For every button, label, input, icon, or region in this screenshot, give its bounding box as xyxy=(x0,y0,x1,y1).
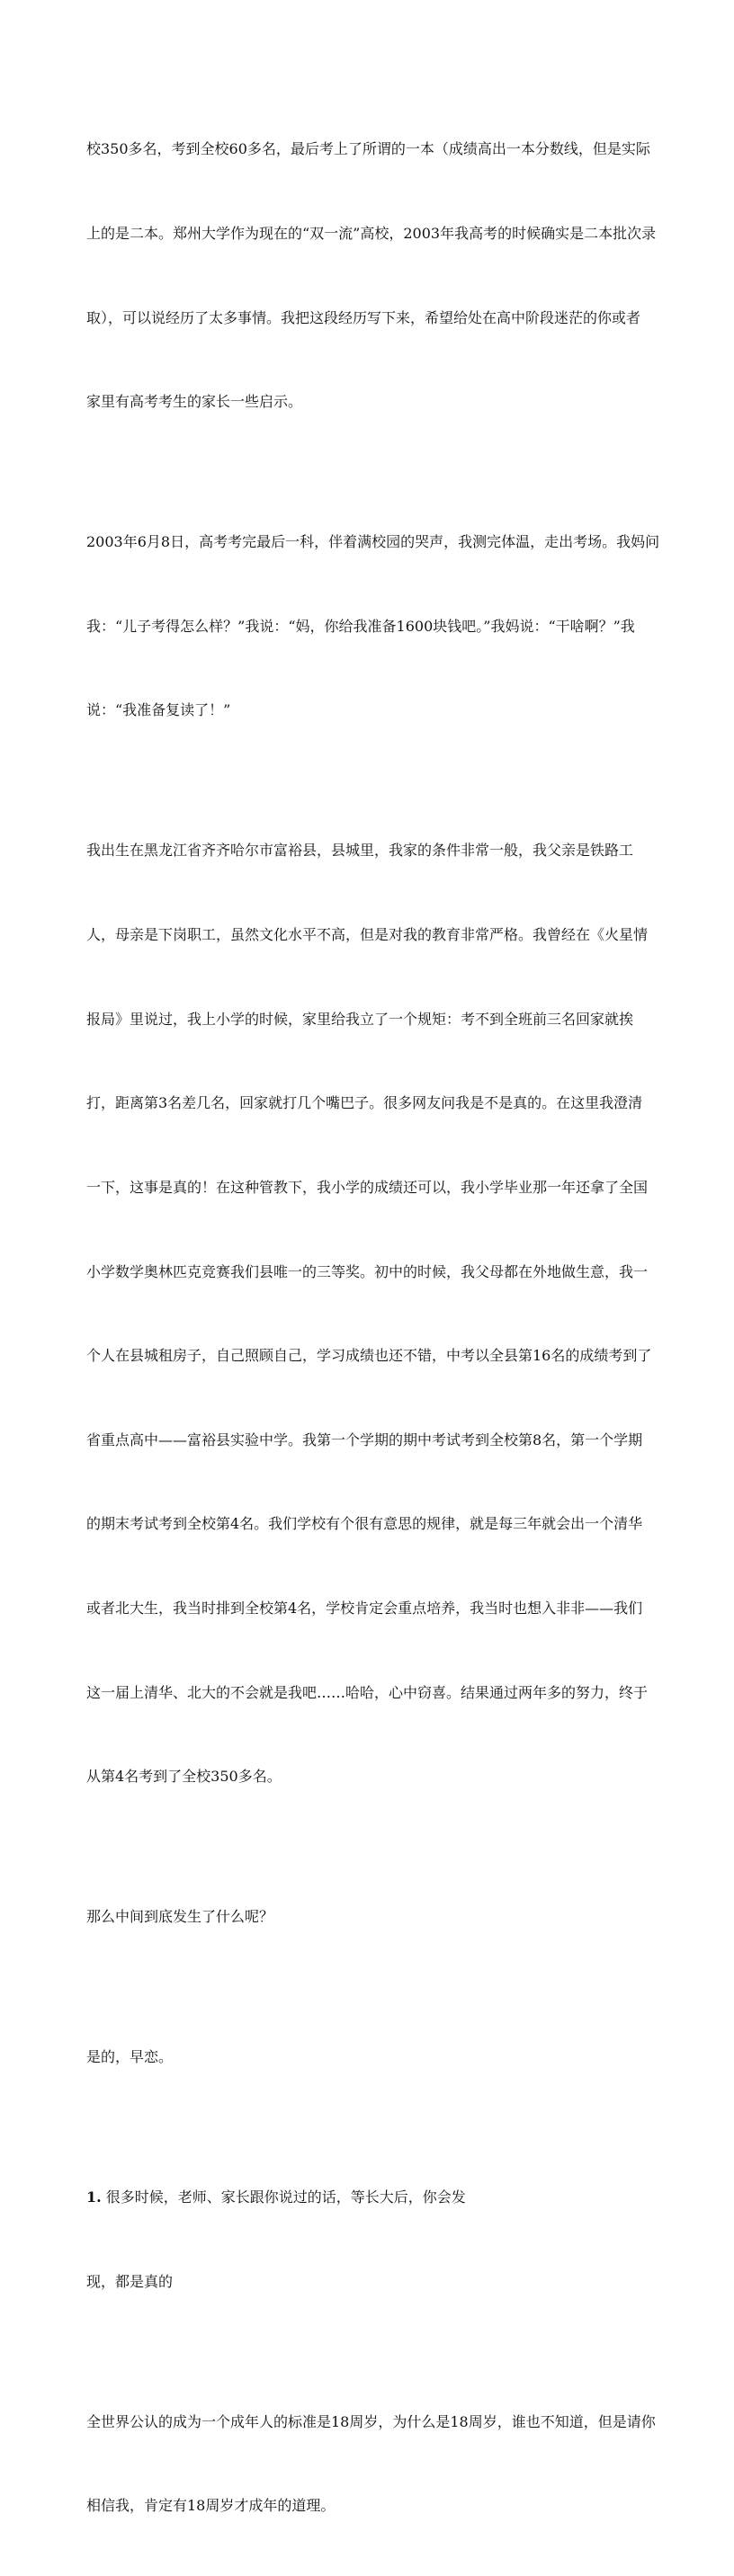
text-line: 个人在县城租房子，自己照顾自己，学习成绩也还不错，中考以全县第16名的成绩考到了 xyxy=(86,1347,652,1365)
text-line: 打，距离第3名差几名，回家就打几个嘴巴子。很多网友问我是不是真的。在这里我澄清 xyxy=(86,1094,643,1112)
text-line: 相信我，肯定有18周岁才成年的道理。 xyxy=(86,2497,336,2515)
document-body xyxy=(86,79,660,2576)
text-line: 小学数学奥林匹克竞赛我们县唯一的三等奖。初中的时候，我父母都在外地做生意，我一 xyxy=(86,1262,649,1280)
text-line: 取），可以说经历了太多事情。我把这段经历写下来，希望给处在高中阶段迷茫的你或者 xyxy=(86,308,641,326)
text-line: 我：“儿子考得怎么样？”我说：“妈，你给我准备1600块钱吧。”我妈说：“干啥啊？”我 xyxy=(86,617,635,635)
text-line: 这一届上清华、北大的不会就是我吧……哈哈，心中窃喜。结果通过两年多的努力，终于 xyxy=(86,1683,649,1701)
text-line: 全世界公认的成为一个成年人的标准是18周岁，为什么是18周岁，谁也不知道，但是请你 xyxy=(86,2412,656,2430)
text-line: 报局》里说过，我上小学的时候，家里给我立了一个规矩：考不到全班前三名回家就挨 xyxy=(86,1010,634,1028)
text-line: 2003年6月8日，高考考完最后一科，伴着满校园的哭声，我测完体温，走出考场。我妈问 xyxy=(86,533,660,551)
text-line: 我出生在黑龙江省齐齐哈尔市富裕县，县城里，我家的条件非常一般，我父亲是铁路工 xyxy=(86,842,634,860)
text-line: 从第4名考到了全校350多名。 xyxy=(86,1768,282,1786)
text-line: 人，母亲是下岗职工，虽然文化水平不高，但是对我的教育非常严格。我曾经在《火星情 xyxy=(86,926,649,944)
paragraph-question xyxy=(86,1847,649,1987)
section-heading xyxy=(86,2127,649,2352)
paragraph-adulthood xyxy=(86,2351,656,2576)
text-line: 那么中间到底发生了什么呢？ xyxy=(86,1908,274,1926)
heading-text: 很多时候，老师、家长跟你说过的话，等长大后，你会发 xyxy=(101,2188,466,2206)
paragraph-intro xyxy=(86,79,657,472)
text-line: 上的是二本。郑州大学作为现在的“双一流”高校，2003年我高考的时候确实是二本批次录 xyxy=(86,225,657,243)
text-line: 的期末考试考到全校第4名。我们学校有个很有意思的规律，就是每三年就会出一个清华 xyxy=(86,1515,643,1533)
text-line: 是的，早恋。 xyxy=(86,2048,174,2066)
heading-line: 现，都是真的 xyxy=(86,2272,174,2290)
text-line: 一下，这事是真的！在这种管教下，我小学的成绩还可以，我小学毕业那一年还拿了全国 xyxy=(86,1178,649,1196)
paragraph-answer xyxy=(86,1987,649,2127)
heading-line xyxy=(86,2183,649,2211)
text-line: 说：“我准备复读了！” xyxy=(86,701,231,719)
paragraph-background xyxy=(86,780,652,1847)
text-line: 省重点高中——富裕县实验中学。我第一个学期的期中考试考到全校第8名，第一个学期 xyxy=(86,1431,643,1448)
text-line: 校350多名，考到全校60多名，最后考上了所谓的一本（成绩高出一本分数线，但是实际 xyxy=(86,140,650,158)
text-line: 家里有高考考生的家长一些启示。 xyxy=(86,393,303,411)
heading-number: 1. xyxy=(86,2188,102,2206)
text-line: 或者北大生，我当时排到全校第4名，学校肯定会重点培养，我当时也想入非非——我们 xyxy=(86,1599,643,1617)
paragraph-exam-day xyxy=(86,472,660,780)
